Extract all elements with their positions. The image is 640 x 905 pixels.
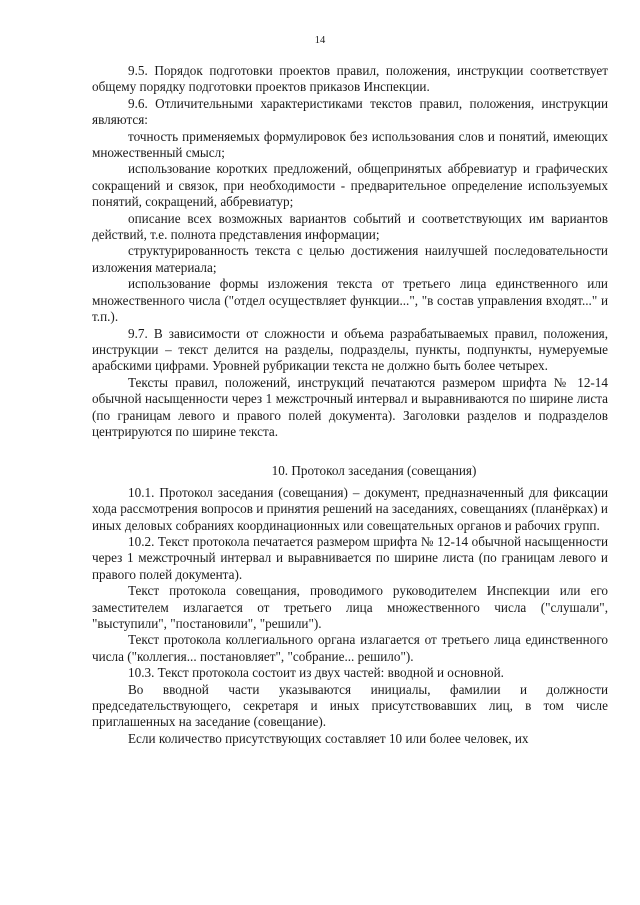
paragraph-9-7: 9.7. В зависимости от сложности и объема разрабатываемых правил, положения, инструкции – текст делится на разделы, подразделы, пункты, подпункты, нумеруемые арабскими цифрами. Уровней рубрикации текста не должно быть более четырех.	[92, 325, 608, 374]
paragraph-9-6: 9.6. Отличительными характеристиками текстов правил, положения, инструкции являются:	[92, 95, 608, 128]
list-item-precision: точность применяемых формулировок без использования слов и понятий, имеющих множественный смысл;	[92, 128, 608, 161]
list-item-structure: структурированность текста с целью достижения наилучшей последовательности изложения материала;	[92, 243, 608, 275]
paragraph-collegial-body-style: Текст протокола коллегиального органа излагается от третьего лица единственного числа ("коллегия... постановляет", "собрание... решило").	[92, 632, 608, 664]
page-number: 14	[314, 35, 326, 46]
paragraph-attendees: Если количество присутствующих составляет 10 или более человек, их	[128, 730, 529, 746]
paragraph-10-2: 10.2. Текст протокола печатается размером шрифта № 12-14 обычной насыщенности через 1 межстрочный интервал и выравнивается по ширине листа (по границам левого и правого полей документа).	[92, 533, 608, 582]
document-body	[92, 63, 608, 747]
section-heading: 10. Протокол заседания (совещания)	[271, 463, 477, 479]
paragraph-intro-part: Во вводной части указываются инициалы, фамилии и должности председательствующего, секретаря и иных присутствовавших лиц, в том числе приглашенных на заседание (совещание).	[92, 681, 608, 730]
paragraph-10-1: 10.1. Протокол заседания (совещания) – документ, предназначенный для фиксации хода рассмотрения вопросов и принятия решений на заседаниях, совещаниях (планёрках) и иных деловых собраниях координационных или совещательных органов и рабочих групп.	[92, 484, 608, 533]
paragraph-9-5: 9.5. Порядок подготовки проектов правил, положения, инструкции соответствует общему порядку подготовки проектов приказов Инспекции.	[92, 63, 608, 95]
list-item-short-sentences: использование коротких предложений, общепринятых аббревиатур и графических сокращений и связок, при необходимости - предварительное определение используемых понятий, сокращений, аббревиатур;	[92, 161, 608, 210]
list-item-third-person: использование формы изложения текста от третьего лица единственного или множественного числа ("отдел осуществляет функции...", "в состав управления входят..." и т.п.).	[92, 276, 608, 325]
paragraph-text-formatting: Тексты правил, положений, инструкций печатаются размером шрифта № 12-14 обычной насыщенности через 1 межстрочный интервал и выравниваются по ширине листа (по границам левого и правого полей документа). Заголовки разделов и подразделов центрируются по ширине текста.	[92, 374, 608, 439]
list-item-completeness: описание всех возможных вариантов событий и соответствующих им вариантов действий, т.е. полнота представления информации;	[92, 210, 608, 243]
paragraph-10-3: 10.3. Текст протокола состоит из двух частей: вводной и основной.	[128, 665, 504, 681]
paragraph-meeting-minutes-style: Текст протокола совещания, проводимого руководителем Инспекции или его заместителем излагается от третьего лица множественного числа ("слушали", "выступили", "постановили", "решили").	[92, 583, 608, 631]
